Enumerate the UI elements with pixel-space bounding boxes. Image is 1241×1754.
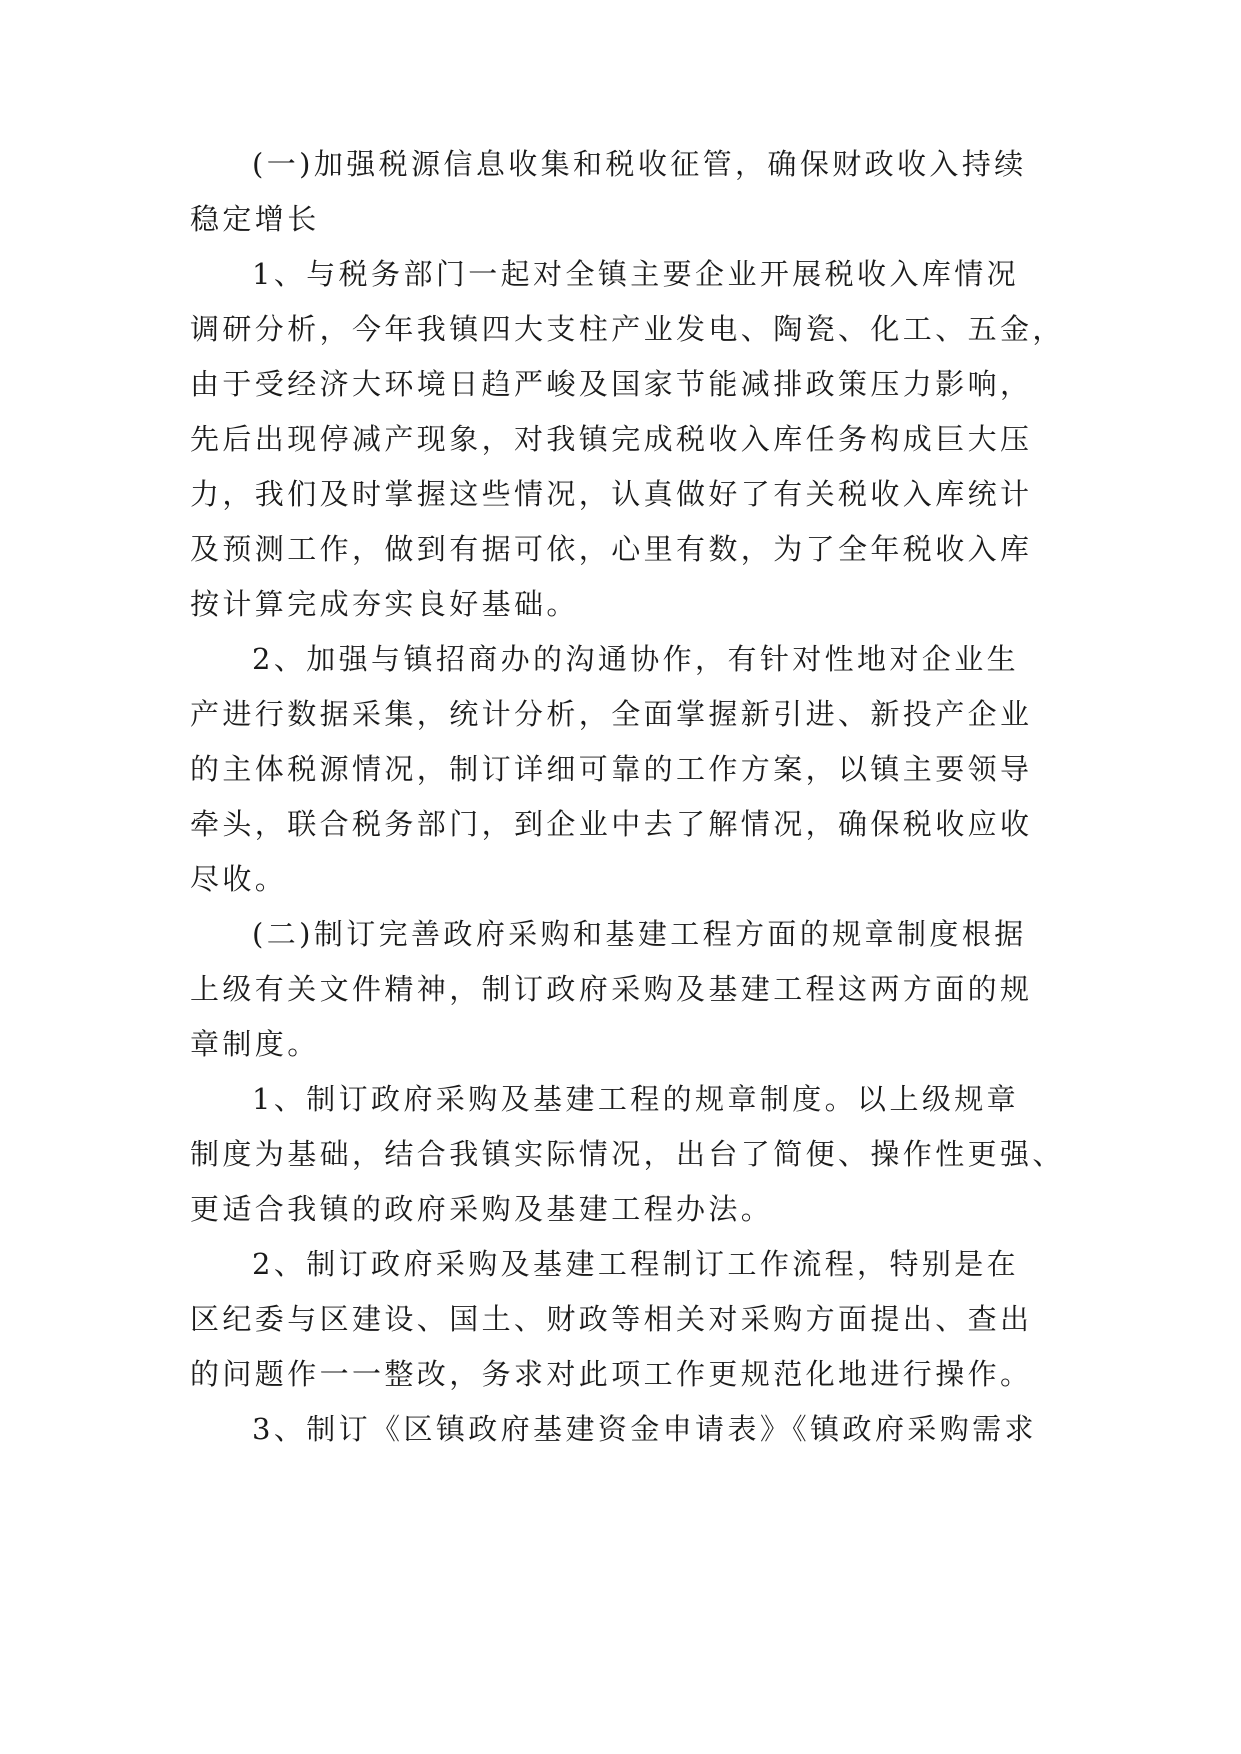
paragraph-line: 牵头，联合税务部门，到企业中去了解情况，确保税收应收 — [190, 807, 1033, 841]
paragraph-line: 更适合我镇的政府采购及基建工程办法。 — [190, 1192, 774, 1226]
paragraph-line: 3、制订《区镇政府基建资金申请表》《镇政府采购需求 — [252, 1412, 1037, 1446]
paragraph-line: 2、制订政府采购及基建工程制订工作流程，特别是在 — [252, 1247, 1020, 1281]
paragraph-line: 区纪委与区建设、国土、财政等相关对采购方面提出、查出 — [190, 1302, 1033, 1336]
paragraph-line: 1、与税务部门一起对全镇主要企业开展税收入库情况 — [252, 257, 1020, 291]
paragraph-line: 先后出现停减产现象，对我镇完成税收入库任务构成巨大压 — [190, 422, 1033, 456]
heading-section-2-line-2: 上级有关文件精神，制订政府采购及基建工程这两方面的规 — [190, 972, 1033, 1006]
paragraph-line: 力，我们及时掌握这些情况，认真做好了有关税收入库统计 — [190, 477, 1033, 511]
heading-section-1-line-2: 稳定增长 — [190, 202, 320, 236]
paragraph-line: 制度为基础，结合我镇实际情况，出台了简便、操作性更强、 — [190, 1137, 1065, 1171]
paragraph-line: 尽收。 — [190, 862, 288, 896]
paragraph-line: 的主体税源情况，制订详细可靠的工作方案，以镇主要领导 — [190, 752, 1033, 786]
heading-section-2-line-3: 章制度。 — [190, 1027, 320, 1061]
paragraph-line: 产进行数据采集，统计分析，全面掌握新引进、新投产企业 — [190, 697, 1033, 731]
paragraph-line: 调研分析，今年我镇四大支柱产业发电、陶瓷、化工、五金， — [190, 312, 1065, 346]
paragraph-line: 及预测工作，做到有据可依，心里有数，为了全年税收入库 — [190, 532, 1033, 566]
paragraph-line: 2、加强与镇招商办的沟通协作，有针对性地对企业生 — [252, 642, 1020, 676]
heading-section-2-line-1: (二)制订完善政府采购和基建工程方面的规章制度根据 — [252, 917, 1027, 951]
paragraph-line: 由于受经济大环境日趋严峻及国家节能减排政策压力影响， — [190, 367, 1033, 401]
paragraph-line: 的问题作一一整改，务求对此项工作更规范化地进行操作。 — [190, 1357, 1033, 1391]
paragraph-line: 按计算完成夯实良好基础。 — [190, 587, 579, 621]
paragraph-line: 1、制订政府采购及基建工程的规章制度。以上级规章 — [252, 1082, 1020, 1116]
heading-section-1-line-1: (一)加强税源信息收集和税收征管，确保财政收入持续 — [252, 147, 1027, 181]
